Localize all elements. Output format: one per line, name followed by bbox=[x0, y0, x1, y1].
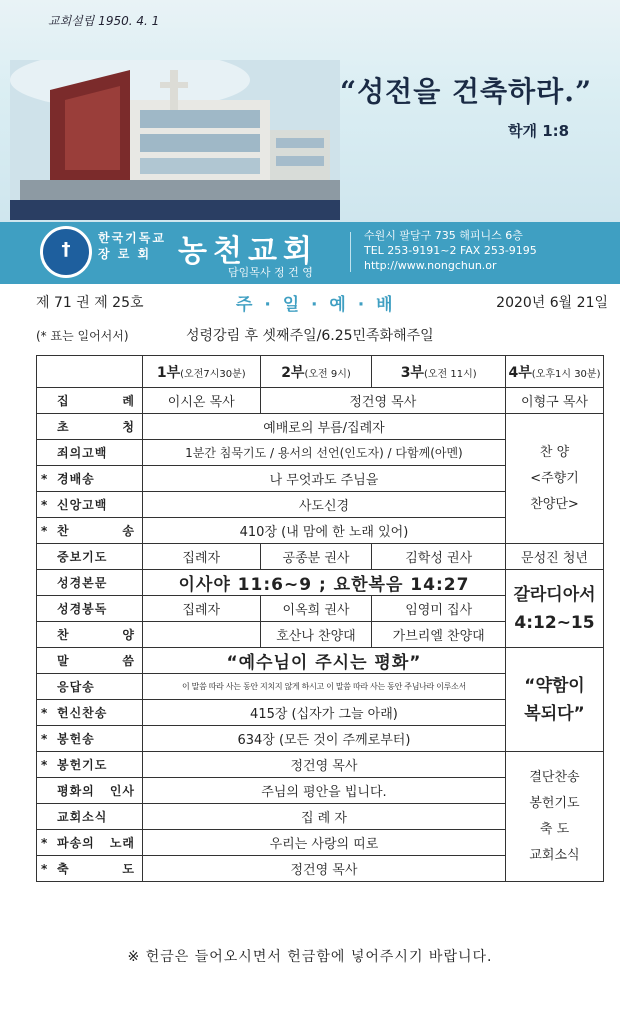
table-cell: 예배로의 부름/집례자 bbox=[142, 414, 505, 440]
denomination-line1: 한국기독교 bbox=[98, 231, 166, 245]
table-cell: 김학성 권사 bbox=[372, 544, 506, 570]
contact-info bbox=[364, 228, 537, 273]
table-cell: 634장 (모든 것이 주께로부터) bbox=[142, 726, 505, 752]
item-label: 성경본문 bbox=[37, 570, 143, 596]
table-row bbox=[37, 414, 604, 440]
service-1-header: 1부(오전7시30분) bbox=[142, 356, 260, 388]
table-row bbox=[37, 388, 604, 414]
bulletin-meta bbox=[36, 292, 608, 314]
table-row bbox=[37, 544, 604, 570]
item-label: * 신앙고백 bbox=[37, 492, 143, 518]
senior-pastor: 담임목사 정 건 영 bbox=[228, 266, 313, 279]
service4-scripture-cell: 갈라디아서 4:12~15 bbox=[506, 570, 604, 648]
item-label: * 봉헌기도 bbox=[37, 752, 143, 778]
order-of-worship-table bbox=[36, 355, 604, 882]
offering-notice: ※ 헌금은 들어오시면서 헌금함에 넣어주시기 바랍니다. bbox=[127, 949, 493, 965]
table-cell: 집례자 bbox=[142, 544, 260, 570]
item-label: * 헌신찬송 bbox=[37, 700, 143, 726]
item-label: 찬 양 bbox=[37, 622, 143, 648]
item-label: 응답송 bbox=[37, 674, 143, 700]
church-logo bbox=[40, 226, 92, 278]
item-label: 성경봉독 bbox=[37, 596, 143, 622]
table-cell: 이옥희 권사 bbox=[260, 596, 372, 622]
table-cell bbox=[142, 622, 260, 648]
item-label: 집 례 bbox=[37, 388, 143, 414]
table-cell: 가브리엘 찬양대 bbox=[372, 622, 506, 648]
table-cell: 나 무엇과도 주님을 bbox=[142, 466, 505, 492]
liturgical-sunday: 성령강림 후 셋째주일/6.25민족화해주일 bbox=[186, 328, 434, 344]
church-name: 농천교회 bbox=[178, 234, 318, 269]
cross-icon: † bbox=[61, 239, 71, 260]
table-cell: 이 말씀 따라 사는 동안 지치지 않게 하시고 이 말씀 따라 사는 동안 주님나라 이루소서 bbox=[142, 674, 505, 700]
table-row bbox=[37, 648, 604, 674]
item-label: * 파송의 노래 bbox=[37, 830, 143, 856]
denomination bbox=[98, 230, 166, 262]
item-label: 평화의 인사 bbox=[37, 778, 143, 804]
header-blank-cell bbox=[37, 356, 143, 388]
table-cell: 이형구 목사 bbox=[506, 388, 604, 414]
header-divider bbox=[350, 232, 351, 272]
table-cell: 1분간 침묵기도 / 용서의 선언(인도자) / 다함께(아멘) bbox=[142, 440, 505, 466]
verse-heading: “성전을 건축하라.” bbox=[340, 75, 593, 108]
denomination-line2: 장 로 회 bbox=[98, 247, 152, 261]
table-header-row bbox=[37, 356, 604, 388]
item-label: * 봉헌송 bbox=[37, 726, 143, 752]
standing-note: (* 표는 일어서서) bbox=[36, 329, 129, 343]
table-row bbox=[37, 752, 604, 778]
table-cell: 우리는 사랑의 띠로 bbox=[142, 830, 505, 856]
table-cell: 집례자 bbox=[142, 596, 260, 622]
table-cell: 공종분 권사 bbox=[260, 544, 372, 570]
table-cell: 사도신경 bbox=[142, 492, 505, 518]
table-cell: 410장 (내 맘에 한 노래 있어) bbox=[142, 518, 505, 544]
address: 수원시 팔달구 735 해피니스 6층 bbox=[364, 229, 523, 242]
table-cell: 주님의 평안을 빕니다. bbox=[142, 778, 505, 804]
table-row bbox=[37, 570, 604, 596]
service-3-header: 3부(오전 11시) bbox=[372, 356, 506, 388]
website-link[interactable]: http://www.nongchun.or bbox=[364, 259, 497, 272]
table-cell: 정건영 목사 bbox=[260, 388, 505, 414]
service-4-header: 4부(오후1시 30분) bbox=[506, 356, 604, 388]
service4-sermon-cell: “약함이 복되다” bbox=[506, 648, 604, 752]
item-label: 초 청 bbox=[37, 414, 143, 440]
service-title: 주 · 일 · 예 · 배 bbox=[236, 295, 396, 315]
table-cell: 정건영 목사 bbox=[142, 752, 505, 778]
service-2-header: 2부(오전 9시) bbox=[260, 356, 372, 388]
scripture-text-cell: 이사야 11:6~9 ; 요한복음 14:27 bbox=[142, 570, 505, 596]
item-label: 말 씀 bbox=[37, 648, 143, 674]
table-cell: 415장 (십자가 그늘 아래) bbox=[142, 700, 505, 726]
table-cell: 집 례 자 bbox=[142, 804, 505, 830]
item-label: 교회소식 bbox=[37, 804, 143, 830]
bulletin-date: 2020년 6월 21일 bbox=[496, 295, 608, 311]
table-cell: 임영미 집사 bbox=[372, 596, 506, 622]
item-label: 중보기도 bbox=[37, 544, 143, 570]
church-building-image bbox=[10, 60, 340, 220]
item-label: * 축 도 bbox=[37, 856, 143, 882]
top-banner bbox=[0, 0, 620, 222]
item-label: 죄의고백 bbox=[37, 440, 143, 466]
founded-date: 교회설립 1950. 4. 1 bbox=[48, 14, 160, 28]
item-label: * 찬 송 bbox=[37, 518, 143, 544]
table-cell: 문성진 청년 bbox=[506, 544, 604, 570]
volume-number: 제 71 권 제 25호 bbox=[36, 295, 144, 311]
table-cell: 이시온 목사 bbox=[142, 388, 260, 414]
item-label: * 경배송 bbox=[37, 466, 143, 492]
verse-reference: 학개 1:8 bbox=[508, 122, 570, 140]
table-cell: 정건영 목사 bbox=[142, 856, 505, 882]
service4-praise-cell: 찬 양 <주향기 찬양단> bbox=[506, 414, 604, 544]
service4-closing-cell: 결단찬송 봉헌기도 축 도 교회소식 bbox=[506, 752, 604, 882]
table-cell: 호산나 찬양대 bbox=[260, 622, 372, 648]
sermon-title-cell: “예수님이 주시는 평화” bbox=[142, 648, 505, 674]
phone-fax: TEL 253-9191~2 FAX 253-9195 bbox=[364, 244, 537, 257]
